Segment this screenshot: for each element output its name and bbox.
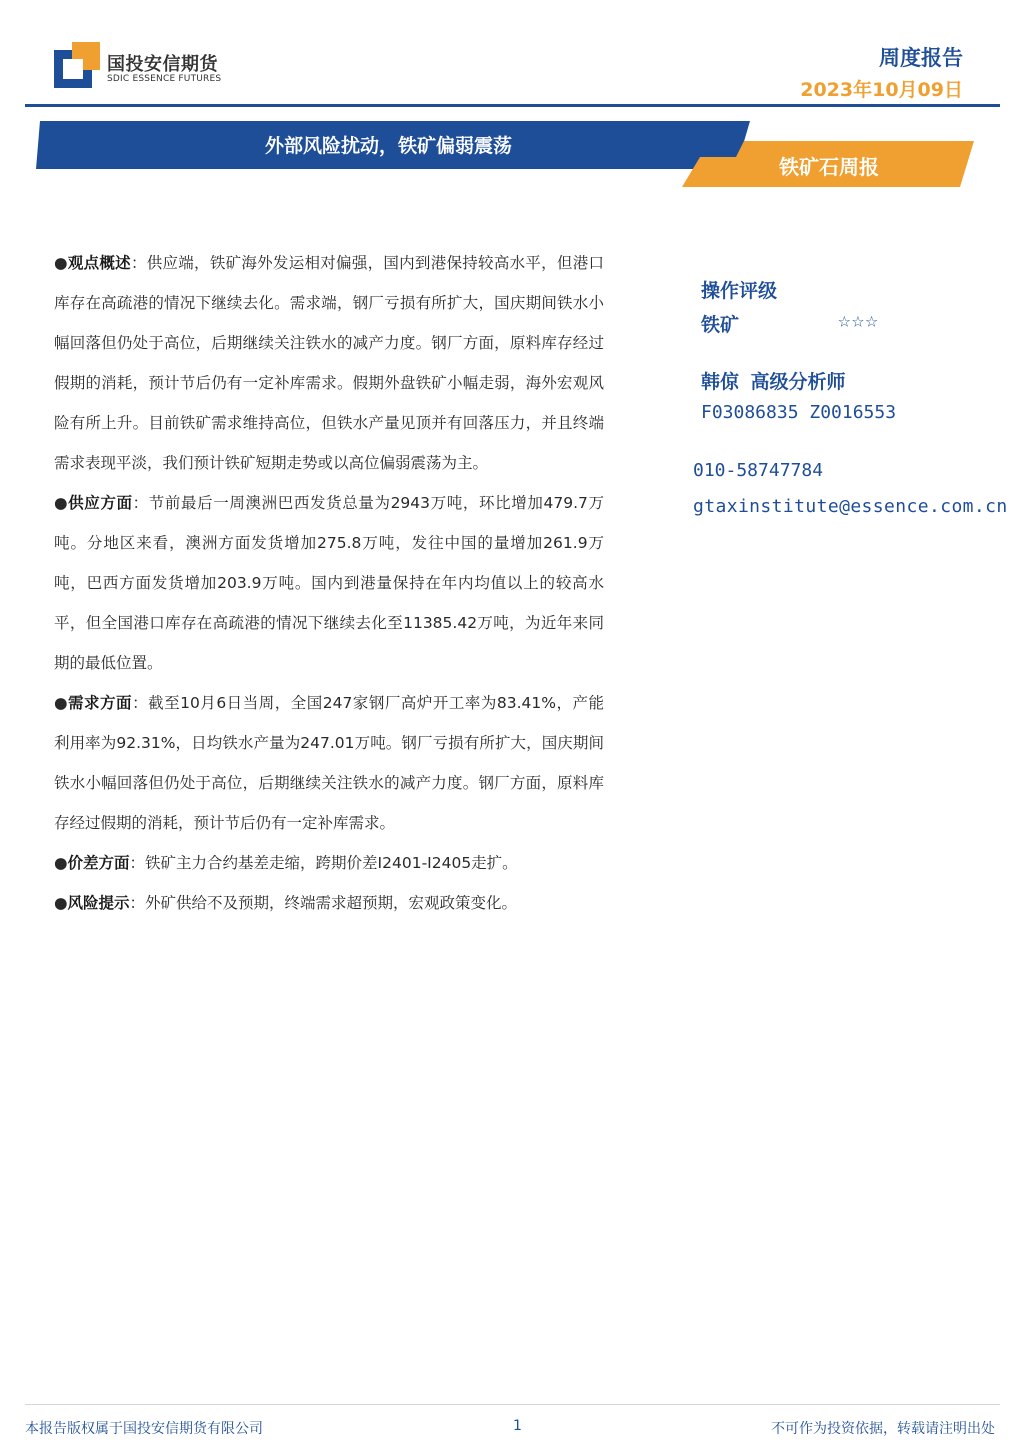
footer-disclaimer: 不可作为投资依据，转载请注明出处 bbox=[771, 1421, 995, 1437]
bullet-text: ：供应端，铁矿海外发运相对偏强，国内到港保持较高水平，但港口库存在高疏港的情况下继续去化。需求端，钢厂亏损有所扩大，国庆期间铁水小幅回落但仍处于高位，后期继续关注铁水的减产力度。钢厂方面，原料库存经过假期的消耗，预计节后仍有一定补库需求。假期外盘铁矿小幅走弱，海外宏观风险有所上升。目前铁矿需求维持高位，但铁水产量见顶并有回落压力，并且终端需求表现平淡，我们预计铁矿短期走势或以高位偏弱震荡为主。 bbox=[54, 254, 604, 472]
bullet-icon: ● bbox=[54, 254, 68, 272]
footer-divider bbox=[25, 1404, 1000, 1405]
report-headline: 外部风险扰动，铁矿偏弱震荡 bbox=[265, 135, 513, 157]
rating-title: 操作评级 bbox=[701, 280, 778, 302]
header-divider bbox=[25, 104, 1000, 107]
rating-item: 铁矿 bbox=[701, 314, 740, 336]
logo-english-name: SDIC ESSENCE FUTURES bbox=[107, 74, 222, 84]
bullet-icon: ● bbox=[54, 894, 68, 912]
bullet-title: 供应方面 bbox=[68, 494, 133, 512]
bullet-title: 风险提示 bbox=[67, 894, 130, 912]
bullet-text: ：截至10月6日当周，全国247家钢厂高炉开工率为83.41%，产能利用率为92.31%，日均铁水产量为247.01万吨。钢厂亏损有所扩大，国庆期间铁水小幅回落但仍处于高位，后期继续关注铁水的减产力度。钢厂方面，原料库存经过假期的消耗，预计节后仍有一定补库需求。 bbox=[54, 694, 604, 832]
logo-mark-icon bbox=[54, 42, 100, 88]
rating-stars-icon: ☆☆☆ bbox=[838, 308, 879, 332]
bullet-icon: ● bbox=[54, 694, 69, 712]
bullet-paragraph bbox=[54, 843, 604, 883]
footer-copyright: 本报告版权属于国投安信期货有限公司 bbox=[25, 1421, 263, 1437]
contact-phone: 010-58747784 bbox=[693, 460, 824, 481]
bullet-paragraph bbox=[54, 683, 604, 843]
bullet-text: ：外矿供给不及预期，终端需求超预期，宏观政策变化。 bbox=[129, 894, 518, 912]
report-section-label: 铁矿石周报 bbox=[779, 155, 879, 179]
title-banner bbox=[36, 121, 981, 189]
bullet-title: 观点概述 bbox=[67, 254, 131, 272]
bullet-paragraph bbox=[54, 883, 604, 923]
page-number: 1 bbox=[513, 1418, 522, 1434]
bullet-icon: ● bbox=[54, 854, 68, 872]
report-type: 周度报告 bbox=[879, 46, 963, 70]
report-date: 2023年10月09日 bbox=[800, 79, 963, 101]
bullet-text: ：节前最后一周澳洲巴西发货总量为2943万吨，环比增加479.7万吨。分地区来看，澳洲方面发货增加275.8万吨，发往中国的量增加261.9万吨，巴西方面发货增加203.9万吨。国内到港量保持在年内均值以上的较高水平，但全国港口库存在高疏港的情况下继续去化至11385.42万吨，为近年来同期的最低位置。 bbox=[54, 494, 604, 672]
bullet-text: ：铁矿主力合约基差走缩，跨期价差I2401-I2405走扩。 bbox=[129, 854, 518, 872]
analyst-name: 韩倞 高级分析师 bbox=[701, 371, 846, 393]
company-logo bbox=[54, 42, 234, 88]
bullet-icon: ● bbox=[54, 494, 69, 512]
contact-email[interactable]: gtaxinstitute@essence.com.cn bbox=[693, 496, 1008, 517]
logo-chinese-name: 国投安信期货 bbox=[107, 54, 218, 75]
bullet-paragraph bbox=[54, 483, 604, 683]
report-body bbox=[54, 243, 604, 923]
bullet-title: 需求方面 bbox=[68, 694, 133, 712]
analyst-license: F03086835 Z0016553 bbox=[701, 402, 897, 423]
bullet-paragraph bbox=[54, 243, 604, 483]
bullet-title: 价差方面 bbox=[67, 854, 130, 872]
